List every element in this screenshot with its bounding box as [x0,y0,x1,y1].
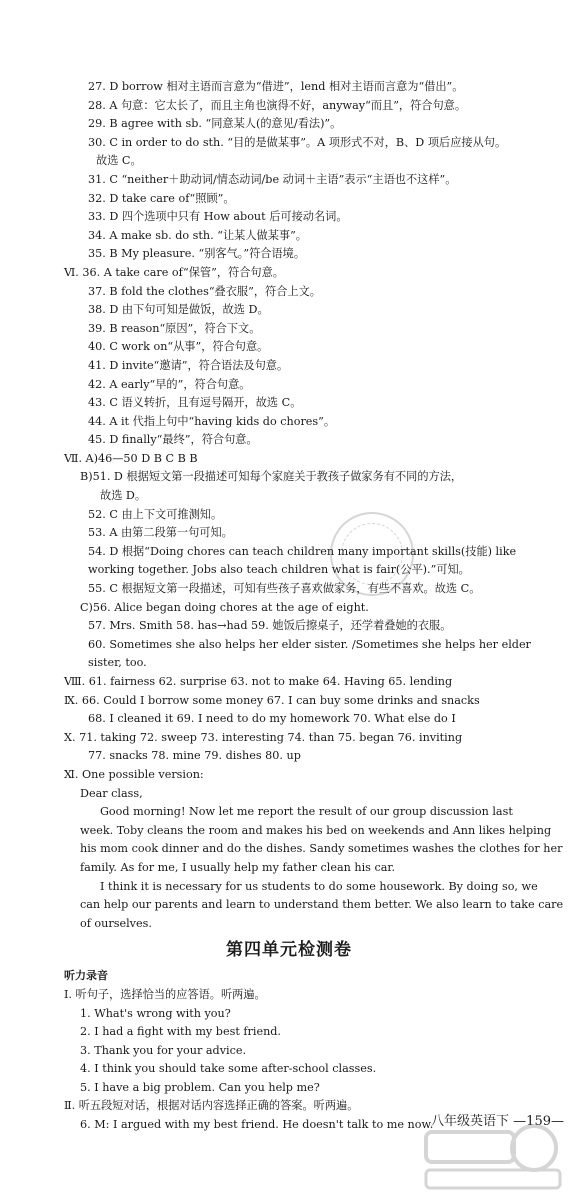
answer-line [0,115,578,134]
line-text: Ⅵ. 36. A take care of“保管”，符合句意。 [64,265,284,279]
answer-line [0,301,578,320]
line-text: 31. C “neither＋助动词/情态动词/be 动词＋主语”表示“主语也不这样”。 [88,172,457,186]
answer-line [0,673,578,692]
line-text: 故选 D。 [100,489,147,503]
line-text: his mom cook dinner and do the dishes. Sandy sometimes washes the clothes for her [80,842,563,856]
line-text: B)51. D 根据短文第一段描述可知每个家庭关于教孩子做家务有不同的方法， [80,470,463,484]
line-text: 60. Sometimes she also helps her elder sister. /Sometimes she helps her elder [88,637,531,651]
line-text: 3. Thank you for your advice. [80,1043,247,1057]
answer-line [0,357,578,376]
section-title [0,933,578,967]
line-text: 45. D finally“最终”，符合句意。 [88,433,258,447]
answer-line [0,1060,578,1079]
answer-line [0,1005,578,1024]
answer-line [0,729,578,748]
line-text: 39. B reason“原因”，符合下文。 [88,321,261,335]
line-text: 55. C 根据短文第一段描述，可知有些孩子喜欢做家务，有些不喜欢。故选 C。 [88,582,481,596]
line-text: 第四单元检测卷 [226,940,352,961]
line-text: 35. B My pleasure. “别客气。”符合语境。 [88,247,306,261]
line-text: 6. M: I argued with my best friend. He doesn't talk to me now. [80,1118,434,1132]
answer-line [0,840,578,859]
answer-line [0,413,578,432]
line-text: Dear class, [80,786,143,800]
line-text: family. As for me, I usually help my father clean his car. [80,860,396,874]
answer-line [0,468,578,487]
answer-line [0,747,578,766]
answer-line [0,134,578,153]
answer-line [0,320,578,339]
line-text: 2. I had a fight with my best friend. [80,1025,281,1039]
line-text: 40. C work on“从事”，符合句意。 [88,340,269,354]
line-text: 54. D 根据“Doing chores can teach children many important skills(技能) like [88,544,517,558]
line-text: 68. I cleaned it 69. I need to do my homework 70. What else do I [88,712,456,726]
line-text: 32. D take care of“照顾”。 [88,191,235,205]
line-text: can help our parents and learn to understand them better. We also learn to take care [80,898,564,912]
answer-line [0,1023,578,1042]
line-text: week. Toby cleans the room and makes his bed on weekends and Ann likes helping [80,823,552,837]
answer-line [0,1042,578,1061]
line-text: 41. D invite“邀请”，符合语法及句意。 [88,358,289,372]
answer-line [0,561,578,580]
answer-line [0,822,578,841]
answer-line [0,524,578,543]
line-text: 29. B agree with sb. “同意某人(的意见/看法)”。 [88,117,342,131]
line-text: Ⅺ. One possible version: [64,767,204,781]
watermark-logo-icon [418,1118,568,1194]
answer-line [0,394,578,413]
line-text: Ⅱ. 听五段短对话，根据对话内容选择正确的答案。听两遍。 [64,1099,359,1113]
answer-line [0,152,578,171]
answer-line [0,636,578,655]
answer-line [0,915,578,934]
line-text: 43. C 语义转折，且有逗号隔开，故选 C。 [88,396,302,410]
line-text: 44. A it 代指上句中“having kids do chores”。 [88,414,336,428]
answer-line [0,896,578,915]
answer-line [0,208,578,227]
line-text: 53. A 由第二段第一句可知。 [88,526,233,540]
answer-line [0,376,578,395]
answer-lines [0,78,578,1135]
section-heading [0,967,578,986]
answer-line [0,506,578,525]
line-text: Ⅶ. A)46—50 D B C B B [64,451,198,465]
answer-line [0,785,578,804]
answer-line [0,543,578,562]
line-text: 57. Mrs. Smith 58. has→had 59. 她饭后擦桌子，还学着叠她的衣服。 [88,619,452,633]
line-text: 4. I think you should take some after-school classes. [80,1062,377,1076]
answer-line [0,431,578,450]
line-text: working together. Jobs also teach children what is fair(公平).”可知。 [88,563,470,577]
line-text: 42. A early“早的”，符合句意。 [88,377,251,391]
line-text: 37. B fold the clothes“叠衣服”，符合上文。 [88,284,321,298]
line-text: C)56. Alice began doing chores at the age of eight. [80,600,369,614]
answer-line [0,766,578,785]
line-text: 34. A make sb. do sth. “让某人做某事”。 [88,228,307,242]
line-text: Ⅹ. 71. taking 72. sweep 73. interesting 74. than 75. began 76. inviting [64,730,463,744]
answer-line [0,986,578,1005]
answer-line [0,487,578,506]
answer-line [0,803,578,822]
answer-line [0,654,578,673]
answer-line [0,710,578,729]
line-text: sister, too. [88,656,147,670]
answer-line [0,617,578,636]
page-footer: 八年级英语下 —159— [431,1114,564,1129]
line-text: I think it is necessary for us students to do some housework. By doing so, we [100,879,538,893]
answer-line [0,190,578,209]
answer-line [0,283,578,302]
line-text: 30. C in order to do sth. “目的是做某事”。A 项形式不对，B、D 项后应接从句。 [88,135,507,149]
line-text: 52. C 由上下文可推测知。 [88,507,223,521]
answer-line [0,264,578,283]
line-text: 听力录音 [64,969,108,983]
answer-line [0,338,578,357]
line-text: Good morning! Now let me report the result of our group discussion last [100,805,513,819]
answer-line [0,580,578,599]
line-text: 27. D borrow 相对主语而言意为“借进”，lend 相对主语而言意为“借出”。 [88,80,464,93]
answer-line [0,97,578,116]
line-text: 38. D 由下句可知是做饭，故选 D。 [88,303,269,317]
answer-line [0,171,578,190]
answer-line [0,859,578,878]
line-text: 故选 C。 [96,154,142,168]
answer-line [0,692,578,711]
line-text: 5. I have a big problem. Can you help me? [80,1080,320,1094]
answer-line [0,245,578,264]
line-text: of ourselves. [80,916,152,930]
answer-line [0,599,578,618]
answer-line [0,878,578,897]
line-text: Ⅷ. 61. fairness 62. surprise 63. not to make 64. Having 65. lending [64,675,453,688]
line-text: 1. What's wrong with you? [80,1006,231,1020]
line-text: 28. A 句意：它太长了，而且主角也演得不好，anyway“而且”，符合句意。 [88,98,467,112]
answer-line [0,1079,578,1098]
answer-line [0,227,578,246]
line-text: Ⅰ. 听句子，选择恰当的应答语。听两遍。 [64,987,266,1001]
line-text: 33. D 四个选项中只有 How about 后可接动名词。 [88,210,348,224]
line-text: 77. snacks 78. mine 79. dishes 80. up [88,749,301,763]
answer-line [0,450,578,469]
answer-line [0,78,578,97]
line-text: Ⅸ. 66. Could I borrow some money 67. I can buy some drinks and snacks [64,693,480,707]
